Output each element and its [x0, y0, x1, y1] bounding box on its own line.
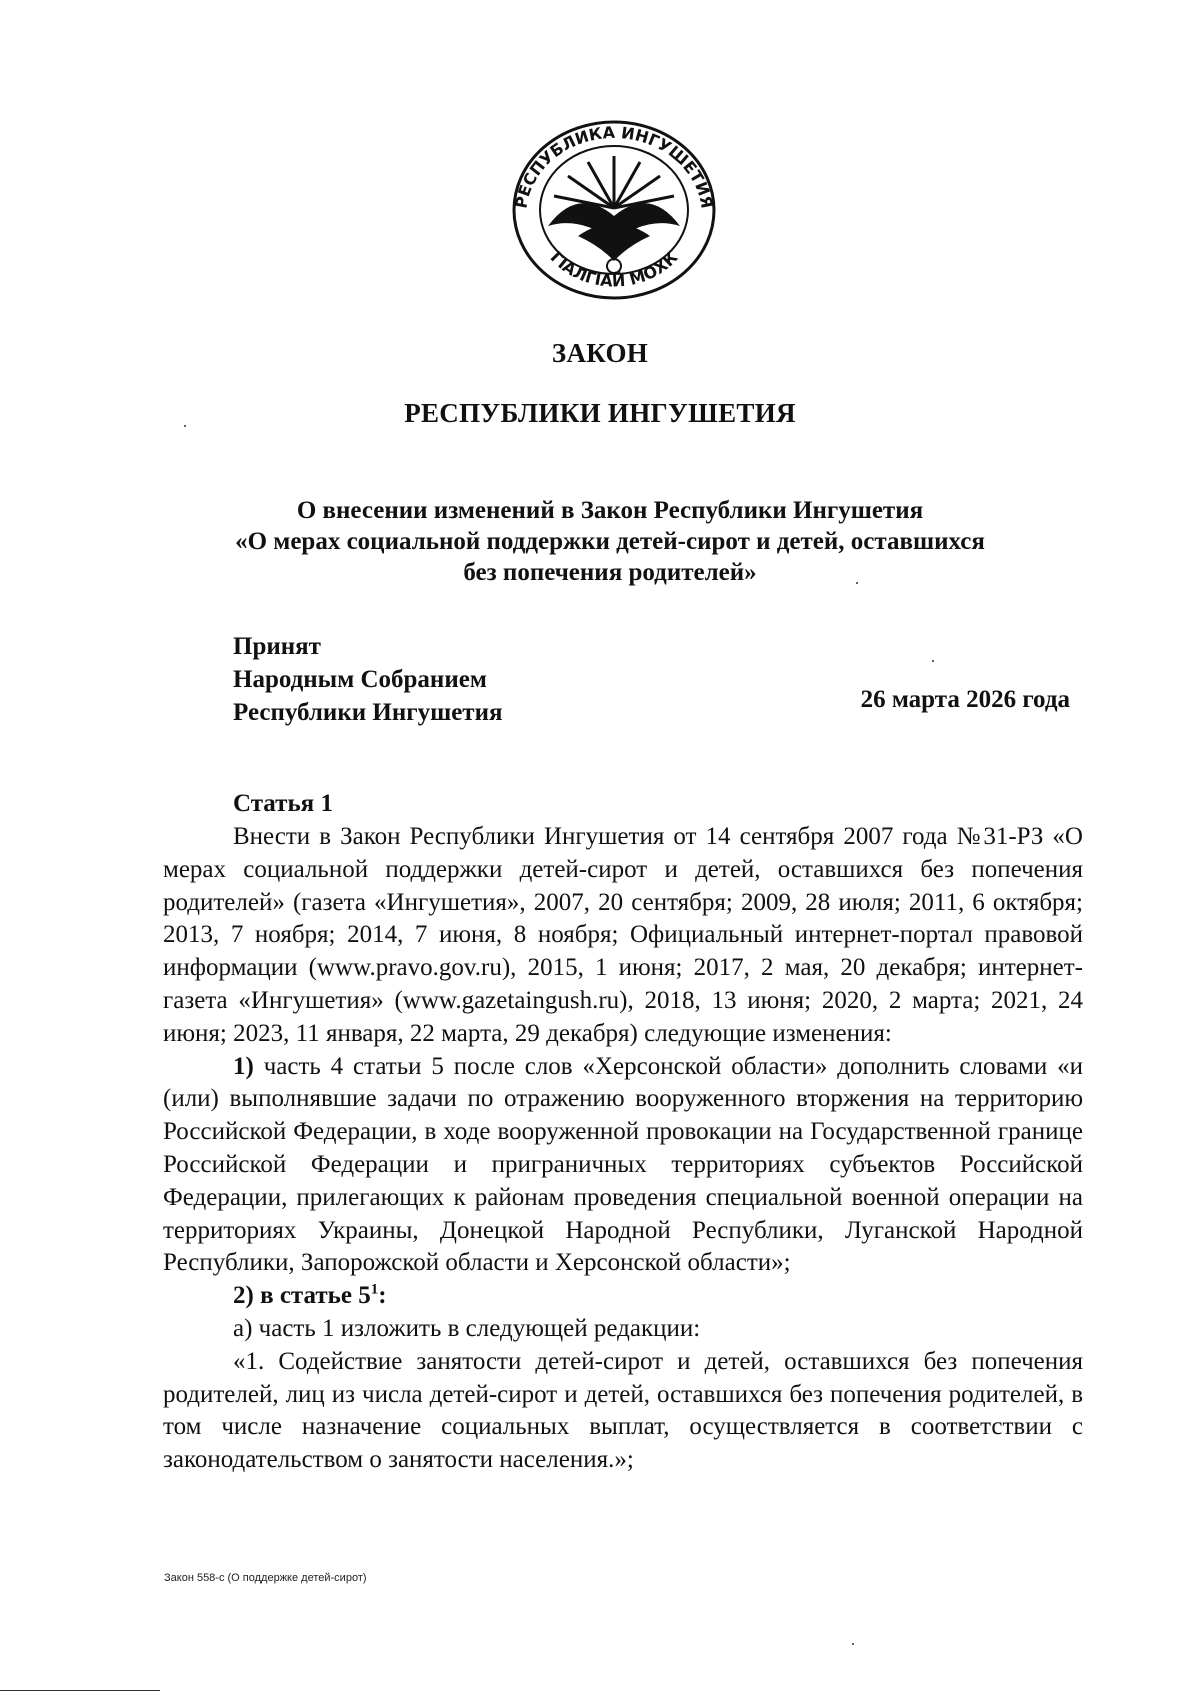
subject-line: без попечения родителей»	[463, 559, 757, 586]
item-1-number: 1)	[233, 1052, 254, 1080]
item-1-text: часть 4 статьи 5 после слов «Херсонской области» дополнить словами «и (или) выполнявшие задачи по отражению вооруженного вторжения на территорию Российской Федерации, в ходе вооруженной провокации на Государственной границе Российской Федерации и приграничных территориях субъектов Российской Федерации, прилегающих к районам проведения специальной военной операции на территориях Украины, Донецкой Народной Республики, Луганской Народной Республики, Запорожской области и Херсонской области»;	[163, 1052, 1083, 1277]
scan-edge-line	[0, 1690, 160, 1691]
scan-speck	[852, 1643, 854, 1645]
item-2-superscript: 1	[370, 1281, 379, 1298]
scan-speck	[856, 582, 858, 584]
scan-speck	[184, 425, 186, 427]
article-item-2-heading	[163, 1280, 1083, 1313]
article-title: Статья 1	[233, 790, 333, 817]
subject-line: О внесении изменений в Закон Республики Ингушетия	[296, 497, 924, 524]
item-2-head: 2) в статье 5	[233, 1282, 371, 1310]
adoption-line: Народным Собранием	[233, 666, 487, 693]
emblem-ring-top-text: РЕСПУБЛИКА ИНГУШЕТИЯ	[511, 122, 717, 210]
article-intro: Внести в Закон Республики Ингушетия от 14 сентября 2007 года №31-РЗ «О мерах социальной поддержки детей-сирот и детей, оставшихся без попечения родителей» (газета «Ингушетия», 2007, 20 сентября; 2009, 28 июля; 2011, 6 октября; 2013, 7 ноября; 2014, 7 июня, 8 ноября; Официальный интернет-портал правовой информации (www.pravo.gov.ru), 2015, 1 июня; 2017, 2 мая, 20 декабря; интернет-газета «Ингушетия» (www.gazetaingush.ru), 2018, 13 июня; 2020, 2 марта; 2021, 24 июня; 2023, 11 января, 22 марта, 29 декабря) следующие изменения:	[163, 823, 1083, 1047]
item-2-colon: :	[378, 1282, 387, 1310]
subject-line: «О мерах социальной поддержки детей-сирот и детей, оставшихся	[235, 528, 985, 555]
emblem-ring-bottom-text: ГІАЛГІАЙ МОХК	[546, 247, 682, 291]
document-title: ЗАКОН	[551, 338, 649, 368]
article-item-2a-quote: «1. Содействие занятости детей-сирот и детей, оставшихся без попечения родителей, лиц из числа детей-сирот и детей, оставшихся без попечения родителей, в том числе назначение социальных выплат, осуществляется в соответствии с законодательством о занятости населения.»;	[163, 1347, 1083, 1474]
document-subtitle: РЕСПУБЛИКИ ИНГУШЕТИЯ	[404, 398, 796, 428]
adoption-line: Принят	[233, 633, 321, 660]
adoption-block	[233, 630, 503, 729]
article-body	[163, 821, 1083, 1477]
coat-of-arms-icon	[511, 122, 716, 298]
scan-speck	[932, 660, 934, 662]
article-item-1	[163, 1051, 1083, 1281]
adoption-line: Республики Ингушетия	[233, 699, 503, 726]
coat-of-arms-emblem	[508, 116, 720, 304]
footer-label: Закон 558-с (О поддержке детей-сирот)	[164, 1572, 367, 1584]
adoption-date: 26 марта 2026 года	[860, 686, 1070, 713]
article-item-2a: а) часть 1 изложить в следующей редакции:	[233, 1314, 701, 1342]
law-subject	[160, 495, 1060, 588]
